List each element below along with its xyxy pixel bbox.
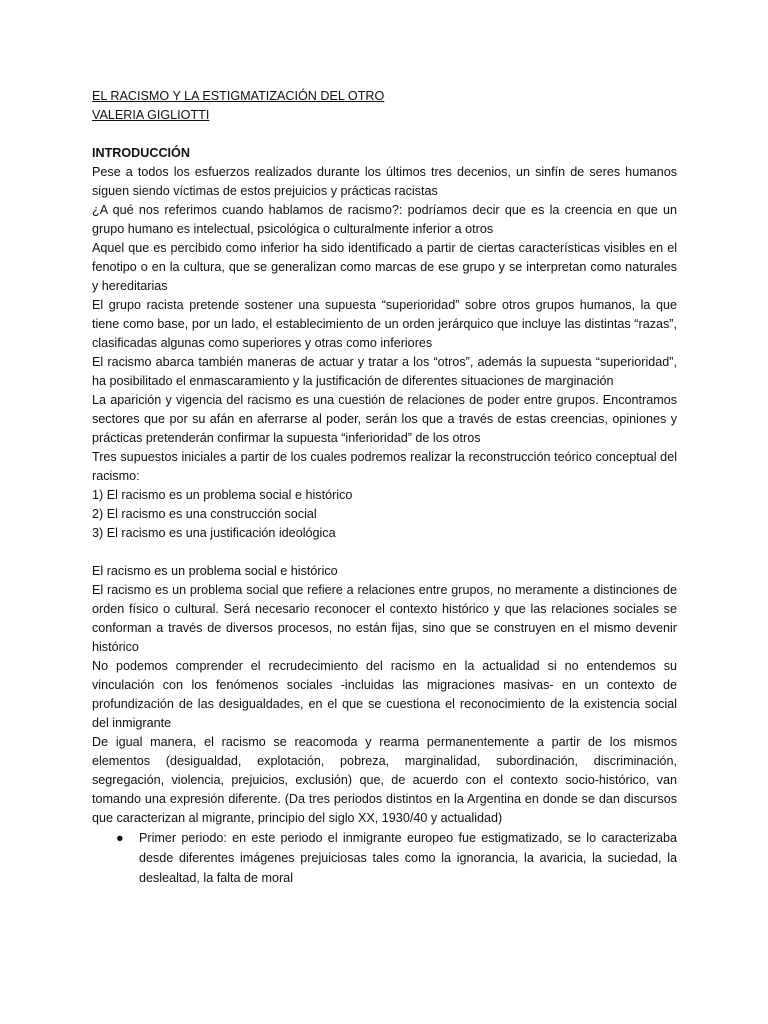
bullet-list [92,828,677,888]
document-title: EL RACISMO Y LA ESTIGMATIZACIÓN DEL OTRO [92,89,385,103]
document-page [92,87,677,888]
intro-paragraph-3: Aquel que es percibido como inferior ha sido identificado a partir de ciertas características visibles en el fenotipo o en la cultura, que se generalizan como marcas de ese grupo y se interpretan como naturales y hereditarias [92,241,677,293]
document-author: VALERIA GIGLIOTTI [92,108,210,122]
assumption-item-1: 1) El racismo es un problema social e histórico [92,488,353,502]
intro-paragraph-1: Pese a todos los esfuerzos realizados durante los últimos tres decenios, un sinfín de seres humanos siguen siendo víctimas de estos prejuicios y prácticas racistas [92,165,677,198]
section2-paragraph-2: No podemos comprender el recrudecimiento del racismo en la actualidad si no entendemos su vinculación con los fenómenos sociales -incluidas las migraciones masivas- en un contexto de profundización de las desigualdades, en el que se cuestiona el reconocimiento de la existencia social del inmigrante [92,659,677,730]
bullet-item-text: Primer periodo: en este periodo el inmigrante europeo fue estigmatizado, se lo caracterizaba desde diferentes imágenes prejuiciosas tales como la ignorancia, la avaricia, la suciedad, la deslealtad, la falta de moral [139,831,677,885]
spacer [92,543,677,562]
spacer [92,125,677,144]
section-heading-problema-social: El racismo es un problema social e histórico [92,564,338,578]
intro-paragraph-6: La aparición y vigencia del racismo es una cuestión de relaciones de poder entre grupos. Encontramos sectores que por su afán en aferrarse al poder, serán los que a través de estas creencias, opiniones y prácticas pretenderán confirmar la supuesta “inferioridad” de los otros [92,393,677,445]
assumption-item-3: 3) El racismo es una justificación ideológica [92,526,336,540]
intro-paragraph-5: El racismo abarca también maneras de actuar y tratar a los “otros”, además la supuesta “superioridad”, ha posibilitado el enmascaramiento y la justificación de diferentes situaciones de marginación [92,355,677,388]
section2-paragraph-1: El racismo es un problema social que refiere a relaciones entre grupos, no meramente a distinciones de orden físico o cultural. Será necesario reconocer el contexto histórico y que las relaciones sociales se conforman a través de diversos procesos, no están fijas, sino que se construyen en el mismo devenir histórico [92,583,677,654]
intro-paragraph-7: Tres supuestos iniciales a partir de los cuales podremos realizar la reconstrucción teórico conceptual del racismo: [92,450,677,483]
bullet-dot-icon: ● [116,831,124,845]
section2-paragraph-3: De igual manera, el racismo se reacomoda y rearma permanentemente a partir de los mismos elementos (desigualdad, explotación, pobreza, marginalidad, subordinación, discriminación, segregación, violencia, prejuicios, exclusión) que, de acuerdo con el contexto socio-histórico, van tomando una expresión diferente. (Da tres periodos distintos en la Argentina en donde se dan discursos que caracterizan al migrante, principio del siglo XX, 1930/40 y actualidad) [92,735,677,825]
intro-paragraph-2: ¿A qué nos referimos cuando hablamos de racismo?: podríamos decir que es la creencia en que un grupo humano es intelectual, psicológica o culturalmente inferior a otros [92,203,677,236]
assumption-item-2: 2) El racismo es una construcción social [92,507,317,521]
intro-paragraph-4: El grupo racista pretende sostener una supuesta “superioridad” sobre otros grupos humanos, la que tiene como base, por un lado, el establecimiento de un orden jerárquico que incluye las distintas “razas”, clasificadas algunas como superiores y otras como inferiores [92,298,677,350]
bullet-item-primer-periodo [92,828,677,888]
section-heading-introduccion: INTRODUCCIÓN [92,146,190,160]
